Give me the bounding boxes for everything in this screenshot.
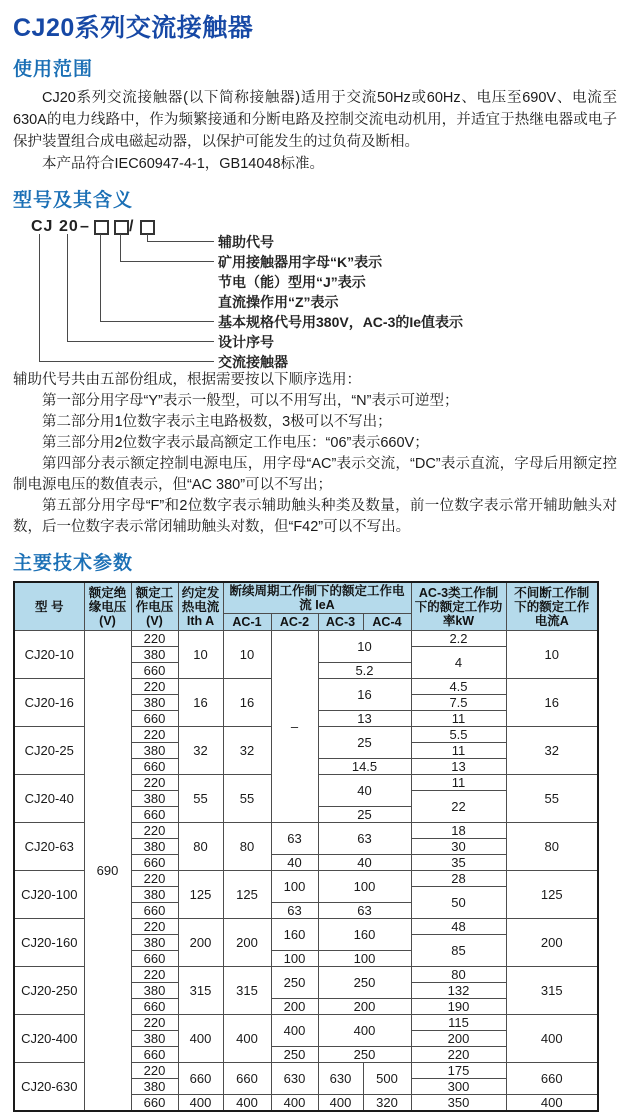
table-cell: 13 xyxy=(318,711,411,727)
table-cell: 380 xyxy=(131,935,178,951)
table-cell: 220 xyxy=(131,1063,178,1079)
table-row xyxy=(14,631,598,647)
table-cell: 380 xyxy=(131,983,178,999)
table-cell: 80 xyxy=(506,823,598,871)
table-cell: 40 xyxy=(318,855,411,871)
table-cell: 630 xyxy=(271,1063,318,1095)
col-header-uninterrupted-current: 不间断工作制下的额定工作电流A xyxy=(506,582,598,631)
table-cell: 220 xyxy=(131,775,178,791)
table-cell: 16 xyxy=(178,679,223,727)
table-cell: 400 xyxy=(506,1095,598,1112)
table-cell: 18 xyxy=(411,823,506,839)
table-cell: 4 xyxy=(411,647,506,679)
table-cell: 4.5 xyxy=(411,679,506,695)
table-cell: 660 xyxy=(131,999,178,1015)
table-cell: 5.2 xyxy=(318,663,411,679)
table-cell: 11 xyxy=(411,711,506,727)
table-cell: 28 xyxy=(411,871,506,887)
table-cell: 7.5 xyxy=(411,695,506,711)
table-cell: 11 xyxy=(411,775,506,791)
table-cell: 400 xyxy=(318,1095,363,1112)
table-cell: 380 xyxy=(131,647,178,663)
section-heading-params: 主要技术参数 xyxy=(13,553,134,574)
table-cell: 80 xyxy=(411,967,506,983)
code-text: – xyxy=(80,218,90,235)
table-cell: CJ20-400 xyxy=(14,1015,84,1063)
table-cell: 85 xyxy=(411,935,506,967)
section-heading-model: 型号及其含义 xyxy=(13,190,134,211)
table-cell: CJ20-25 xyxy=(14,727,84,775)
table-cell: 10 xyxy=(506,631,598,679)
table-cell: 380 xyxy=(131,695,178,711)
table-cell: 50 xyxy=(411,887,506,919)
col-header-intermittent-duty-group: 断续周期工作制下的额定工作电流 IeA xyxy=(223,582,411,614)
table-cell: 400 xyxy=(318,1015,411,1047)
table-cell: 125 xyxy=(506,871,598,919)
table-cell: 40 xyxy=(271,855,318,871)
table-cell: 220 xyxy=(131,631,178,647)
table-cell: 10 xyxy=(223,631,271,679)
aux-code-notes xyxy=(13,370,622,538)
table-cell: 400 xyxy=(223,1015,271,1063)
col-header-ac3: AC-3 xyxy=(318,614,363,631)
col-header-working-voltage: 额定工作电压(V) xyxy=(131,582,178,631)
code-text: 20 xyxy=(59,218,79,235)
table-cell: 380 xyxy=(131,887,178,903)
table-cell: CJ20-160 xyxy=(14,919,84,967)
table-cell: 100 xyxy=(318,871,411,903)
table-cell: 16 xyxy=(506,679,598,727)
table-cell: 400 xyxy=(506,1015,598,1063)
table-cell: 315 xyxy=(223,967,271,1015)
table-cell: 300 xyxy=(411,1079,506,1095)
table-cell: 190 xyxy=(411,999,506,1015)
table-cell: 380 xyxy=(131,791,178,807)
table-cell: 40 xyxy=(318,775,411,807)
table-cell: 350 xyxy=(411,1095,506,1112)
table-cell: 250 xyxy=(318,1047,411,1063)
table-cell: 5.5 xyxy=(411,727,506,743)
usage-paragraph-2: 本产品符合IEC60947-4-1，GB14048标准。 xyxy=(42,156,325,172)
table-cell: 250 xyxy=(271,967,318,999)
table-cell: 35 xyxy=(411,855,506,871)
table-cell: 30 xyxy=(411,839,506,855)
table-cell: 250 xyxy=(271,1047,318,1063)
page-title: CJ20系列交流接触器 xyxy=(13,14,254,42)
table-cell: 55 xyxy=(506,775,598,823)
connector-line xyxy=(39,234,214,362)
table-cell: 220 xyxy=(131,1015,178,1031)
table-cell: 500 xyxy=(363,1063,411,1095)
table-cell: 660 xyxy=(178,1063,223,1095)
table-cell: 115 xyxy=(411,1015,506,1031)
table-cell: 220 xyxy=(131,727,178,743)
table-cell: 100 xyxy=(271,951,318,967)
table-cell: 220 xyxy=(131,871,178,887)
table-cell: 160 xyxy=(271,919,318,951)
diagram-label: 辅助代号 xyxy=(218,234,274,250)
table-cell: 200 xyxy=(223,919,271,967)
table-cell: 200 xyxy=(506,919,598,967)
table-cell: CJ20-100 xyxy=(14,871,84,919)
table-cell: 11 xyxy=(411,743,506,759)
table-cell: 220 xyxy=(411,1047,506,1063)
table-cell: 55 xyxy=(178,775,223,823)
table-cell: 2.2 xyxy=(411,631,506,647)
table-cell: 220 xyxy=(131,967,178,983)
table-cell: 200 xyxy=(271,999,318,1015)
table-cell: 400 xyxy=(223,1095,271,1112)
code-box xyxy=(114,220,129,235)
table-cell: 132 xyxy=(411,983,506,999)
table-cell: CJ20-16 xyxy=(14,679,84,727)
table-cell: 16 xyxy=(318,679,411,711)
code-box xyxy=(94,220,109,235)
model-code-diagram xyxy=(13,218,622,368)
table-cell: 660 xyxy=(131,807,178,823)
col-header-model: 型 号 xyxy=(14,582,84,631)
table-cell: 32 xyxy=(178,727,223,775)
table-cell: 380 xyxy=(131,743,178,759)
col-header-ac4: AC-4 xyxy=(363,614,411,631)
col-header-thermal-current: 约定发热电流 Ith A xyxy=(178,582,223,631)
table-cell: 63 xyxy=(271,903,318,919)
table-cell: CJ20-10 xyxy=(14,631,84,679)
aux-note-line: 第一部分用字母“Y”表示一般型，可以不用写出，“N”表示可逆型； xyxy=(42,393,459,409)
diagram-label: 矿用接触器用字母“K”表示 xyxy=(218,254,383,270)
col-header-ac2: AC-2 xyxy=(271,614,318,631)
table-cell: 380 xyxy=(131,1031,178,1047)
aux-note-line: 辅助代号共由五部份组成，根据需要按以下顺序选用： xyxy=(13,372,361,388)
parameters-table-body xyxy=(14,631,598,1112)
table-cell: 660 xyxy=(223,1063,271,1095)
table-cell: 32 xyxy=(506,727,598,775)
table-cell: 55 xyxy=(223,775,271,823)
table-cell: 63 xyxy=(318,903,411,919)
table-cell: 660 xyxy=(131,711,178,727)
code-box xyxy=(140,220,155,235)
table-cell: 660 xyxy=(131,951,178,967)
table-cell: CJ20-40 xyxy=(14,775,84,823)
table-cell: 380 xyxy=(131,839,178,855)
table-cell: 175 xyxy=(411,1063,506,1079)
table-cell: 380 xyxy=(131,1079,178,1095)
table-cell: 80 xyxy=(178,823,223,871)
usage-paragraph-1: CJ20系列交流接触器(以下简称接触器)适用于交流50Hz或60Hz、电压至690V、电流至630A的电力线路中，作为频繁接通和分断电路及控制交流电动机用，并适宜于热继电器或电子保护装置组合成电磁起动器，以保护可能发生的过负荷及断相。 xyxy=(13,90,617,150)
aux-note-line: 第四部分表示额定控制电源电压，用字母“AC”表示交流，“DC”表示直流，字母后用额定控制电源电压的数值表示，但“AC 380”可以不写出； xyxy=(13,456,617,493)
table-cell: CJ20-630 xyxy=(14,1063,84,1112)
diagram-label: 基本规格代号用380V，AC-3的Ie值表示 xyxy=(218,314,464,330)
table-cell: 80 xyxy=(223,823,271,871)
table-cell: 25 xyxy=(318,727,411,759)
table-cell: 400 xyxy=(178,1095,223,1112)
table-cell: 630 xyxy=(318,1063,363,1095)
table-cell: – xyxy=(271,631,318,823)
table-cell: 660 xyxy=(131,663,178,679)
table-cell: 25 xyxy=(318,807,411,823)
table-cell: 200 xyxy=(178,919,223,967)
table-cell: 220 xyxy=(131,919,178,935)
table-cell: 315 xyxy=(506,967,598,1015)
table-cell: 660 xyxy=(131,1095,178,1112)
table-cell: 400 xyxy=(271,1015,318,1047)
section-heading-usage: 使用范围 xyxy=(13,59,94,80)
table-cell: 10 xyxy=(318,631,411,663)
aux-note-line: 第三部分用2位数字表示最高额定工作电压：“06”表示660V； xyxy=(42,435,429,451)
diagram-label: 设计序号 xyxy=(218,334,274,350)
aux-note-line: 第五部分用字母“F”和2位数字表示辅助触头种类及数量，前一位数字表示常开辅助触头对数，后一位数字表示常闭辅助触头对数，但“F42”可以不写出。 xyxy=(13,498,617,535)
table-cell: 660 xyxy=(131,855,178,871)
table-cell: 63 xyxy=(318,823,411,855)
table-cell: 200 xyxy=(318,999,411,1015)
code-text: / xyxy=(129,218,135,235)
table-cell: 315 xyxy=(178,967,223,1015)
col-header-insulation-voltage: 额定绝缘电压(V) xyxy=(84,582,131,631)
col-header-ac1: AC-1 xyxy=(223,614,271,631)
diagram-label: 交流接触器 xyxy=(218,354,288,370)
table-cell: 660 xyxy=(506,1063,598,1095)
aux-note-line: 第二部分用1位数字表示主电路极数，3极可以不写出； xyxy=(42,414,392,430)
table-cell: 660 xyxy=(131,759,178,775)
table-cell: 220 xyxy=(131,679,178,695)
diagram-label: 直流操作用“Z”表示 xyxy=(218,294,339,310)
table-cell: CJ20-63 xyxy=(14,823,84,871)
table-cell: 125 xyxy=(178,871,223,919)
table-cell: 660 xyxy=(131,1047,178,1063)
table-cell: 13 xyxy=(411,759,506,775)
table-cell: 32 xyxy=(223,727,271,775)
table-cell: 320 xyxy=(363,1095,411,1112)
table-cell: 400 xyxy=(271,1095,318,1112)
table-cell: 22 xyxy=(411,791,506,823)
diagram-label: 节电（能）型用“J”表示 xyxy=(218,274,366,290)
table-cell: 690 xyxy=(84,631,131,1112)
table-cell: 100 xyxy=(318,951,411,967)
table-cell: 63 xyxy=(271,823,318,855)
table-cell: 660 xyxy=(131,903,178,919)
parameters-table-head xyxy=(14,582,598,631)
col-header-ac3-power: AC-3类工作制下的额定工作功率kW xyxy=(411,582,506,631)
table-cell: 10 xyxy=(178,631,223,679)
table-cell: 100 xyxy=(271,871,318,903)
table-cell: 125 xyxy=(223,871,271,919)
table-cell: 160 xyxy=(318,919,411,951)
table-cell: 48 xyxy=(411,919,506,935)
table-cell: 16 xyxy=(223,679,271,727)
parameters-table xyxy=(13,581,599,1112)
table-cell: 200 xyxy=(411,1031,506,1047)
table-cell: 250 xyxy=(318,967,411,999)
table-cell: CJ20-250 xyxy=(14,967,84,1015)
table-cell: 400 xyxy=(178,1015,223,1063)
code-text: CJ xyxy=(31,218,54,235)
table-cell: 14.5 xyxy=(318,759,411,775)
table-cell: 220 xyxy=(131,823,178,839)
